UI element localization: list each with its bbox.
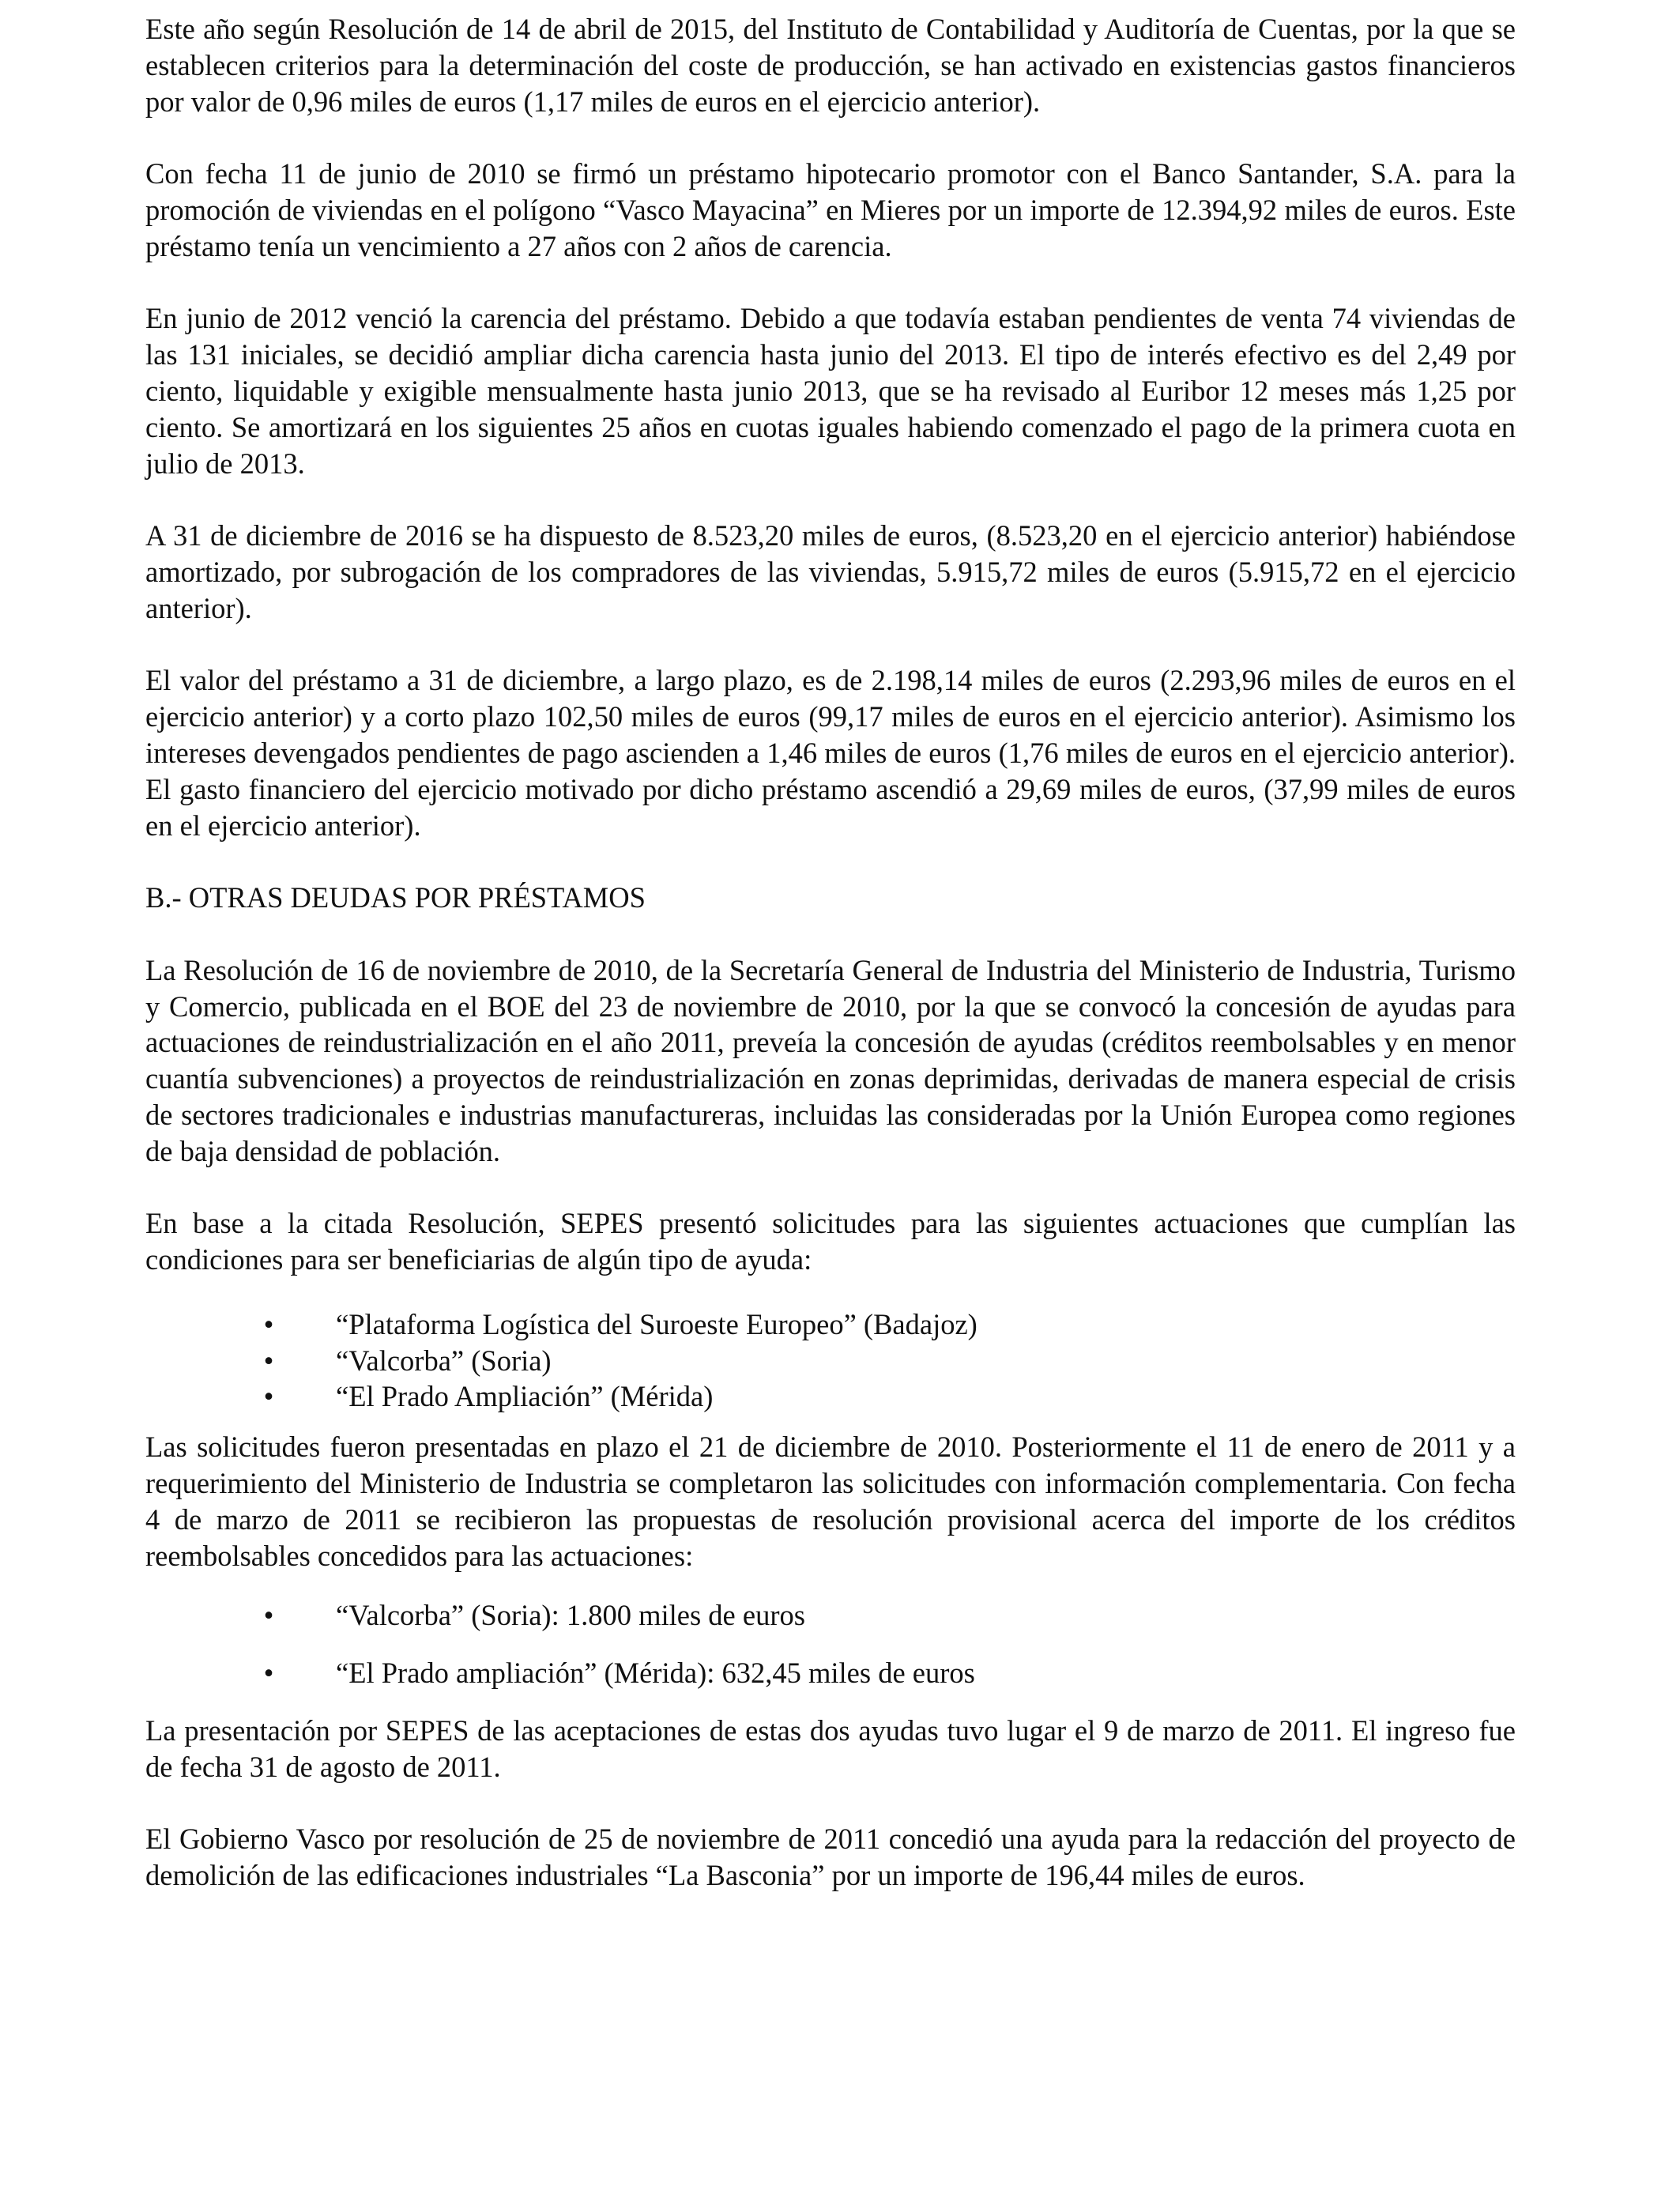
bullet-icon: • — [263, 1657, 274, 1690]
paragraph-resolution: La Resolución de 16 de noviembre de 2010, de la Secretaría General de Industria del Ministerio de Industria, Turismo y Comercio, publicada en el BOE del 23 de noviembre de 2010, por la que se convocó la concesión de ayudas para actuaciones de reindustrialización en el año 2011, preveía la concesión de ayudas (créditos reembolsables y en menor cuantía subvenciones) a proyectos de reindustrialización en zonas deprimidas, derivadas de manera especial de crisis de sectores tradicionales e industrias manufactureras, incluidas las consideradas por la Unión Europea como regiones de baja densidad de población. — [145, 953, 1516, 1167]
bullet-icon: • — [263, 1599, 274, 1632]
paragraph-capitalized-interest: Este año según Resolución de 14 de abril de 2015, del Instituto de Contabilidad y Auditoría de Cuentas, por la que se establecen criterios para la determinación del coste de producción, se han activado en existencias gastos financieros por valor de 0,96 miles de euros (1,17 miles de euros en el ejercicio anterior). — [145, 13, 1516, 118]
list-item — [145, 1306, 1516, 1343]
paragraph-mortgage-loan: Con fecha 11 de junio de 2010 se firmó un préstamo hipotecario promotor con el Banco Santander, S.A. para la promoción de viviendas en el polígono “Vasco Mayacina” en Mieres por un importe de 12.394,92 miles de euros. Este préstamo tenía un vencimiento a 27 años con 2 años de carencia. — [145, 157, 1516, 262]
paragraph-drawn-amount: A 31 de diciembre de 2016 se ha dispuesto de 8.523,20 miles de euros, (8.523,20 en el ejercicio anterior) habiéndose amortizado, por subrogación de los compradores de las viviendas, 5.915,72 miles de euros (5.915,72 en el ejercicio anterior). — [145, 519, 1516, 624]
paragraph-applications-submitted: Las solicitudes fueron presentadas en plazo el 21 de diciembre de 2010. Posteriormente el 11 de enero de 2011 y a requerimiento del Ministerio de Industria se completaron las solicitudes con información complementaria. Con fecha 4 de marzo de 2011 se recibieron las propuestas de resolución provisional acerca del importe de los créditos reembolsables concedidos para las actuaciones: — [145, 1431, 1516, 1572]
list-item — [145, 1597, 1516, 1634]
paragraph-grace-period: En junio de 2012 venció la carencia del préstamo. Debido a que todavía estaban pendientes de venta 74 viviendas de las 131 iniciales, se decidió ampliar dicha carencia hasta junio del 2013. El tipo de interés efectivo es del 2,49 por ciento, liquidable y exigible mensualmente hasta junio 2013, que se ha revisado al Euribor 12 meses más 1,25 por ciento. Se amortizará en los siguientes 25 años en cuotas iguales habiendo comenzado el pago de la primera cuota en julio de 2013. — [145, 302, 1516, 480]
credits-list — [145, 1597, 1516, 1691]
bullet-icon: • — [263, 1307, 274, 1340]
list-item — [145, 1655, 1516, 1691]
list-item-text: “Valcorba” (Soria) — [336, 1344, 552, 1377]
list-item-text: “El Prado ampliación” (Mérida): 632,45 miles de euros — [336, 1657, 975, 1690]
list-item — [145, 1378, 1516, 1415]
paragraph-acceptance: La presentación por SEPES de las aceptaciones de estas dos ayudas tuvo lugar el 9 de marzo de 2011. El ingreso fue de fecha 31 de agosto de 2011. — [145, 1714, 1516, 1783]
document-page — [145, 11, 1516, 1894]
bullet-icon: • — [263, 1380, 274, 1413]
paragraph-loan-value: El valor del préstamo a 31 de diciembre, a largo plazo, es de 2.198,14 miles de euros (2.293,96 miles de euros en el ejercicio anterior) y a corto plazo 102,50 miles de euros (99,17 miles de euros en el ejercicio anterior). Asimismo los intereses devengados pendientes de pago ascienden a 1,46 miles de euros (1,76 miles de euros en el ejercicio anterior). El gasto financiero del ejercicio motivado por dicho préstamo ascendió a 29,69 miles de euros, (37,99 miles de euros en el ejercicio anterior). — [145, 664, 1516, 842]
paragraph-basque-government: El Gobierno Vasco por resolución de 25 de noviembre de 2011 concedió una ayuda para la redacción del proyecto de demolición de las edificaciones industriales “La Basconia” por un importe de 196,44 miles de euros. — [145, 1823, 1516, 1892]
list-item-text: “Valcorba” (Soria): 1.800 miles de euros — [336, 1599, 805, 1632]
list-item-text: “El Prado Ampliación” (Mérida) — [336, 1380, 714, 1413]
list-item — [145, 1343, 1516, 1379]
bullet-icon: • — [263, 1344, 274, 1377]
section-heading: B.- OTRAS DEUDAS POR PRÉSTAMOS — [145, 881, 646, 914]
paragraph-applications-intro: En base a la citada Resolución, SEPES presentó solicitudes para las siguientes actuaciones que cumplían las condiciones para ser beneficiarias de algún tipo de ayuda: — [145, 1207, 1516, 1276]
list-item-text: “Plataforma Logística del Suroeste Europeo” (Badajoz) — [336, 1307, 977, 1340]
actions-list — [145, 1306, 1516, 1415]
